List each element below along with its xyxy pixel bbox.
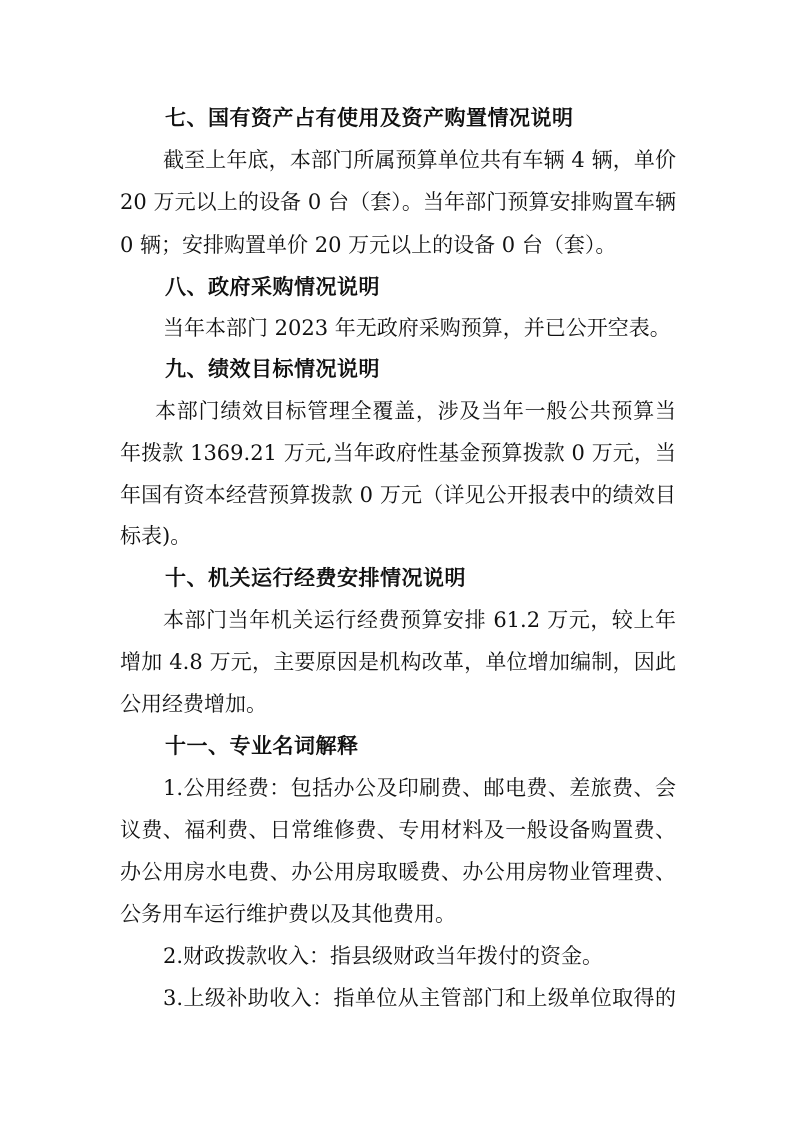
section-9-heading: 九、绩效目标情况说明 [165,357,380,381]
section-9-line-2: 年拨款 1369.21 万元,当年政府性基金预算拨款 0 万元，当 [120,441,676,465]
section-8-line-1: 当年本部门 2023 年无政府采购预算，并已公开空表。 [163,316,671,340]
section-9-line-4: 标表)。 [120,524,192,548]
section-9-line-1: 本部门绩效目标管理全覆盖，涉及当年一般公共预算当 [155,399,676,423]
section-11-line-6: 3.上级补助收入：指单位从主管部门和上级单位取得的 [163,986,676,1010]
section-11-line-4: 公务用车运行维护费以及其他费用。 [120,902,456,926]
section-11-line-5: 2.财政拨款收入：指县级财政当年拨付的资金。 [163,944,604,968]
section-11-line-2: 议费、福利费、日常维修费、专用材料及一般设备购置费、 [120,818,676,842]
section-10-line-2: 增加 4.8 万元，主要原因是机构改革，单位增加编制，因此 [120,650,676,674]
section-7-line-2: 20 万元以上的设备 0 台（套）。当年部门预算安排购置车辆 [120,190,676,214]
section-8-heading: 八、政府采购情况说明 [165,275,380,299]
section-10-line-1: 本部门当年机关运行经费预算安排 61.2 万元，较上年 [163,608,676,632]
section-11-line-1: 1.公用经费：包括办公及印刷费、邮电费、差旅费、会 [163,776,676,800]
section-11-line-3: 办公用房水电费、办公用房取暖费、办公用房物业管理费、 [120,860,676,884]
section-11-heading: 十一、专业名词解释 [165,734,359,758]
section-9-line-3: 年国有资本经营预算拨款 0 万元（详见公开报表中的绩效目 [120,483,676,507]
section-10-heading: 十、机关运行经费安排情况说明 [165,566,466,590]
section-10-line-3: 公用经费增加。 [120,692,267,716]
section-7-heading: 七、国有资产占有使用及资产购置情况说明 [165,106,574,130]
section-7-line-3: 0 辆；安排购置单价 20 万元以上的设备 0 台（套）。 [120,233,617,257]
section-7-line-1: 截至上年底，本部门所属预算单位共有车辆 4 辆，单价 [163,148,676,172]
